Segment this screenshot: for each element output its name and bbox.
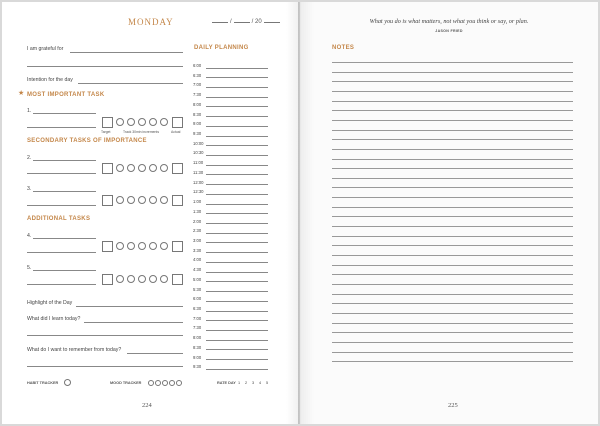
note-line[interactable] [332, 342, 573, 343]
task-line-2[interactable] [27, 284, 96, 285]
track-circle[interactable] [127, 164, 135, 172]
time-slot-label: 9:30 [193, 364, 202, 370]
time-slot-label: 5:00 [193, 276, 202, 282]
track-circle[interactable] [160, 196, 168, 204]
track-circle[interactable] [160, 164, 168, 172]
time-slot-line[interactable] [206, 155, 268, 156]
note-line[interactable] [332, 226, 573, 227]
track-circle[interactable] [127, 196, 135, 204]
time-slot-label: 9:00 [193, 354, 202, 360]
time-slot-line[interactable] [206, 106, 268, 107]
track-circle[interactable] [149, 275, 157, 283]
track-circle[interactable] [160, 242, 168, 250]
time-slot-label: 4:30 [193, 267, 202, 273]
note-line[interactable] [332, 255, 573, 256]
track-label: Track 30min increments [123, 130, 160, 134]
task-number: 3. [27, 186, 32, 192]
note-line[interactable] [332, 361, 573, 362]
task-line[interactable] [33, 238, 96, 239]
time-slot-label: 9:30 [193, 131, 202, 137]
rate-day-label: RATE DAY [217, 381, 236, 385]
time-slot-label: 2:00 [193, 218, 202, 224]
note-line[interactable] [332, 149, 573, 150]
time-slot-label: 6:30 [193, 306, 202, 311]
star-icon: ★ [18, 90, 25, 97]
daily-planning-heading: DAILY PLANNING [194, 45, 249, 51]
note-line[interactable] [332, 245, 573, 246]
grateful-line-2[interactable] [27, 66, 183, 67]
quote-author: JASON FRIED [435, 29, 463, 33]
time-slot-line[interactable] [206, 68, 268, 69]
rate-value[interactable]: 4 [259, 381, 262, 385]
habit-circle[interactable] [64, 379, 71, 386]
notes-heading: NOTES [332, 45, 355, 51]
task-line-2[interactable] [27, 127, 96, 128]
task-line[interactable] [33, 270, 96, 271]
track-circle[interactable] [160, 275, 168, 283]
track-circle[interactable] [116, 118, 124, 126]
time-slot-line[interactable] [206, 116, 268, 117]
quote: What you do is what matters, not what you think or say, or plan. [369, 18, 529, 25]
note-line[interactable] [332, 236, 573, 237]
date-year: / 20 [251, 19, 262, 25]
time-slot-label: 8:30 [193, 344, 202, 350]
note-line[interactable] [332, 91, 573, 92]
time-slot-line[interactable] [206, 311, 268, 312]
mood-tracker-label: MOOD TRACKER [110, 381, 142, 385]
grateful-line[interactable] [70, 52, 183, 53]
track-circle[interactable] [116, 242, 124, 250]
note-line[interactable] [332, 130, 573, 131]
time-slot-label: 6:30 [193, 72, 202, 78]
track-circle[interactable] [116, 196, 124, 204]
note-line[interactable] [332, 294, 573, 295]
time-slot-label: 7:00 [193, 315, 202, 321]
remember-label: What do I want to remember from today? [27, 347, 122, 353]
mood-face-icon[interactable] [169, 380, 175, 386]
task-line[interactable] [33, 160, 96, 161]
target-box[interactable] [102, 274, 113, 285]
track-circle[interactable] [138, 196, 146, 204]
actual-box[interactable] [172, 195, 183, 206]
track-circle[interactable] [116, 275, 124, 283]
remember-line[interactable] [127, 353, 183, 354]
note-line[interactable] [332, 187, 573, 188]
rate-value[interactable]: 1 [238, 381, 241, 385]
time-slot-label: 5:30 [193, 286, 202, 292]
actual-label: Actual [171, 130, 181, 134]
note-line[interactable] [332, 352, 573, 353]
time-slot-label: 12:00 [193, 179, 204, 185]
actual-box[interactable] [172, 274, 183, 285]
time-slot-line[interactable] [206, 262, 268, 263]
track-circle[interactable] [127, 118, 135, 126]
task-line-2[interactable] [27, 173, 96, 174]
note-line[interactable] [332, 323, 573, 324]
track-circle[interactable] [127, 275, 135, 283]
note-line[interactable] [332, 284, 573, 285]
time-slot-line[interactable] [206, 359, 268, 360]
time-slot-line[interactable] [206, 252, 268, 253]
mood-face-icon[interactable] [148, 380, 154, 386]
time-slot-label: 7:00 [193, 82, 202, 88]
time-slot-label: 4:00 [193, 257, 202, 263]
track-circle[interactable] [149, 164, 157, 172]
learn-label: What did I learn today? [27, 316, 81, 322]
time-slot-label: 3:30 [193, 247, 202, 253]
time-slot-line[interactable] [206, 281, 268, 282]
track-circle[interactable] [138, 242, 146, 250]
actual-box[interactable] [172, 163, 183, 174]
time-slot-label: 1:00 [193, 199, 202, 205]
time-slot-label: 8:30 [193, 111, 202, 117]
task-number: 4. [27, 233, 32, 239]
note-line[interactable] [332, 110, 573, 111]
note-line[interactable] [332, 313, 573, 314]
habit-tracker-label: HABIT TRACKER [27, 381, 59, 385]
task-line[interactable] [33, 113, 96, 114]
intention-label: Intention for the day [27, 77, 73, 83]
task-number: 1. [27, 108, 32, 114]
track-circle[interactable] [149, 196, 157, 204]
time-slot-line[interactable] [206, 301, 268, 302]
date-field[interactable] [210, 19, 282, 25]
time-slot-line[interactable] [206, 136, 268, 137]
note-line[interactable] [332, 207, 573, 208]
highlight-line[interactable] [76, 306, 183, 307]
date-separator: / [230, 19, 232, 25]
target-label: Target [101, 130, 111, 134]
note-line[interactable] [332, 159, 573, 160]
time-slot-line[interactable] [206, 272, 268, 273]
time-slot-label: 2:30 [193, 228, 202, 234]
additional-heading: ADDITIONAL TASKS [27, 216, 91, 222]
time-slot-label: 7:30 [193, 92, 202, 98]
time-slot-line[interactable] [206, 184, 268, 185]
note-line[interactable] [332, 303, 573, 304]
note-line[interactable] [332, 197, 573, 198]
rate-value[interactable]: 3 [252, 381, 255, 385]
time-slot-label: 1:30 [193, 208, 202, 214]
note-line[interactable] [332, 216, 573, 217]
note-line[interactable] [332, 332, 573, 333]
actual-box[interactable] [172, 117, 183, 128]
time-slot-line[interactable] [206, 330, 268, 331]
note-line[interactable] [332, 62, 573, 63]
time-slot-line[interactable] [206, 145, 268, 146]
time-slot-line[interactable] [206, 320, 268, 321]
time-slot-label: 11:30 [193, 169, 204, 175]
note-line[interactable] [332, 120, 573, 121]
target-box[interactable] [102, 163, 113, 174]
track-circle[interactable] [160, 118, 168, 126]
note-line[interactable] [332, 139, 573, 140]
learn-line[interactable] [84, 322, 183, 323]
day-title: MONDAY [128, 17, 174, 27]
task-number: 5. [27, 265, 32, 271]
learn-line-2[interactable] [27, 335, 183, 336]
mood-face-icon[interactable] [162, 380, 168, 386]
most-important-heading: MOST IMPORTANT TASK [27, 92, 105, 98]
time-slot-line[interactable] [206, 340, 268, 341]
time-slot-label: 8:00 [193, 101, 202, 107]
note-line[interactable] [332, 101, 573, 102]
task-line-2[interactable] [27, 205, 96, 206]
intention-line[interactable] [78, 83, 183, 84]
time-slot-line[interactable] [206, 349, 268, 350]
time-slot-label: 8:00 [193, 335, 202, 341]
note-line[interactable] [332, 168, 573, 169]
track-circle[interactable] [138, 118, 146, 126]
time-slot-line[interactable] [206, 174, 268, 175]
time-slot-line[interactable] [206, 194, 268, 195]
time-slot-line[interactable] [206, 213, 268, 214]
track-circle[interactable] [149, 118, 157, 126]
time-slot-line[interactable] [206, 233, 268, 234]
note-line[interactable] [332, 178, 573, 179]
time-slot-label: 3:00 [193, 237, 202, 243]
time-slot-line[interactable] [206, 97, 268, 98]
target-box[interactable] [102, 117, 113, 128]
time-slot-label: 12:30 [193, 189, 204, 195]
time-slot-line[interactable] [206, 369, 268, 370]
time-slot-line[interactable] [206, 242, 268, 243]
rate-value[interactable]: 5 [266, 381, 269, 385]
track-circle[interactable] [116, 164, 124, 172]
task-line[interactable] [33, 191, 96, 192]
time-slot-line[interactable] [206, 126, 268, 127]
note-line[interactable] [332, 81, 573, 82]
track-circle[interactable] [127, 242, 135, 250]
task-number: 2. [27, 155, 32, 161]
note-line[interactable] [332, 274, 573, 275]
note-line[interactable] [332, 72, 573, 73]
time-slot-line[interactable] [206, 223, 268, 224]
grateful-label: I am grateful for [27, 46, 64, 52]
mood-face-icon[interactable] [176, 380, 182, 386]
time-slot-label: 7:30 [193, 325, 202, 331]
time-slot-line[interactable] [206, 77, 268, 78]
time-slot-label: 6:00 [193, 296, 202, 302]
time-slot-label: 6:00 [193, 63, 202, 68]
time-slot-label: 10:30 [193, 150, 204, 156]
remember-line-2[interactable] [27, 366, 183, 367]
target-box[interactable] [102, 241, 113, 252]
page-number-right: 225 [448, 402, 458, 409]
time-slot-line[interactable] [206, 204, 268, 205]
time-slot-line[interactable] [206, 87, 268, 88]
target-box[interactable] [102, 195, 113, 206]
time-slot-label: 10:00 [193, 140, 204, 146]
track-circle[interactable] [149, 242, 157, 250]
actual-box[interactable] [172, 241, 183, 252]
secondary-heading: SECONDARY TASKS OF IMPORTANCE [27, 138, 147, 144]
time-slot-line[interactable] [206, 165, 268, 166]
time-slot-label: 9:00 [193, 121, 202, 127]
highlight-label: Highlight of the Day [27, 300, 73, 306]
task-line-2[interactable] [27, 252, 96, 253]
track-circle[interactable] [138, 275, 146, 283]
time-slot-label: 11:00 [193, 160, 204, 166]
page-number-left: 224 [142, 402, 152, 409]
time-slot-line[interactable] [206, 291, 268, 292]
rate-value[interactable]: 2 [245, 381, 248, 385]
track-circle[interactable] [138, 164, 146, 172]
note-line[interactable] [332, 265, 573, 266]
mood-face-icon[interactable] [155, 380, 161, 386]
